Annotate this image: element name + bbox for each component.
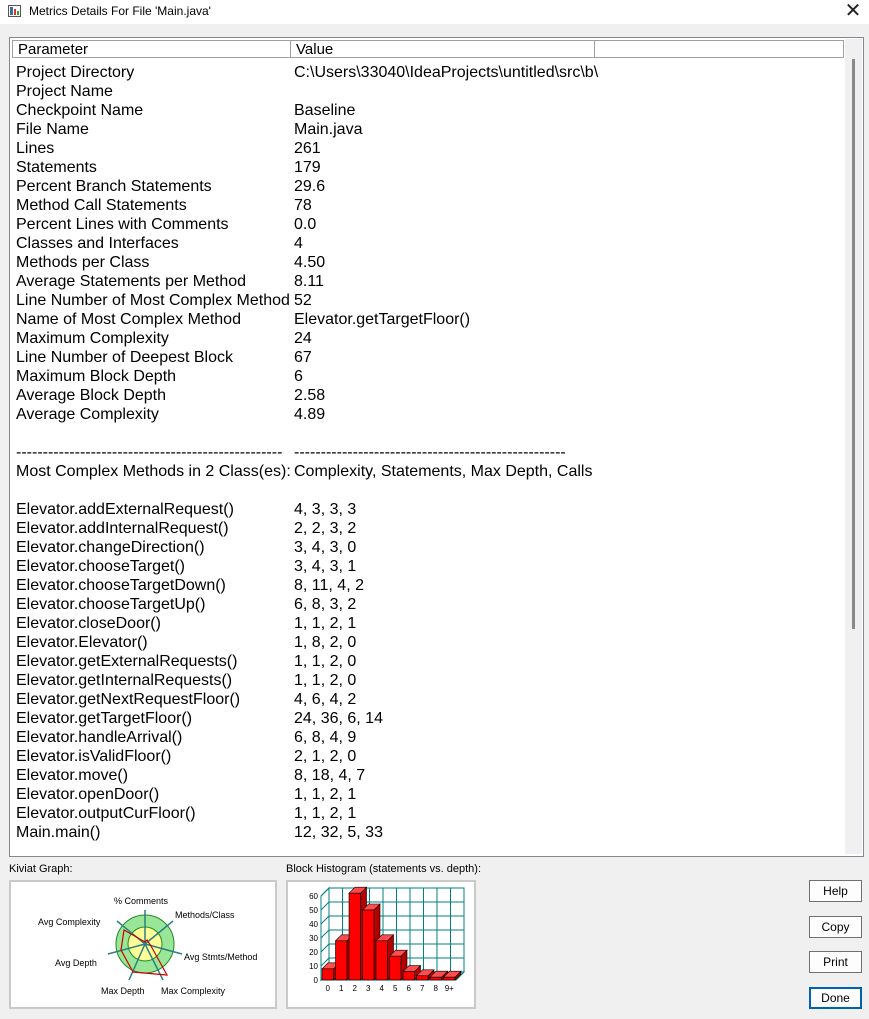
parameter-cell: Methods per Class: [16, 254, 150, 271]
table-row[interactable]: [15, 671, 835, 690]
histogram-bar: [336, 941, 348, 980]
value-cell: 67: [294, 349, 312, 366]
parameter-cell: Lines: [16, 140, 55, 157]
histogram-bar: [430, 977, 442, 980]
parameter-cell: Name of Most Complex Method: [16, 311, 241, 328]
value-cell: 0.0: [294, 216, 317, 233]
histogram-y-tick: 20: [309, 948, 318, 957]
value-cell: 4, 6, 4, 2: [294, 691, 357, 708]
parameter-cell: Average Block Depth: [16, 387, 167, 404]
table-row[interactable]: [15, 443, 835, 462]
table-row[interactable]: [15, 177, 835, 196]
window-title: Metrics Details For File 'Main.java': [29, 4, 211, 18]
table-row[interactable]: [15, 652, 835, 671]
parameter-cell: Elevator.getTargetFloor(): [16, 710, 193, 727]
table-row[interactable]: [15, 272, 835, 291]
histogram-x-tick: 2: [352, 984, 357, 993]
value-cell: 6, 8, 3, 2: [294, 596, 357, 613]
value-cell: 8, 11, 4, 2: [294, 577, 364, 594]
histogram-y-tick: 0: [313, 976, 318, 985]
value-cell: 1, 8, 2, 0: [294, 634, 357, 651]
table-row[interactable]: [15, 462, 835, 481]
histogram-chart: [288, 882, 474, 1007]
table-row[interactable]: [15, 348, 835, 367]
column-header-value[interactable]: Value: [290, 40, 595, 58]
table-row[interactable]: [15, 481, 835, 500]
table-row[interactable]: [15, 310, 835, 329]
metrics-rows: [15, 63, 835, 842]
histogram-y-tick: 30: [309, 934, 318, 943]
help-button[interactable]: Help: [809, 880, 862, 902]
value-cell: 2.58: [294, 387, 326, 404]
histogram-bar: [390, 956, 402, 980]
column-header-filler: [594, 40, 844, 58]
value-cell: 12, 32, 5, 33: [294, 824, 383, 841]
histogram-y-tick: 50: [309, 906, 318, 915]
value-cell: 4, 3, 3, 3: [294, 501, 357, 518]
parameter-cell: Method Call Statements: [16, 197, 187, 214]
parameter-cell: Elevator.chooseTargetDown(): [16, 577, 226, 594]
parameter-cell: Elevator.addInternalRequest(): [16, 520, 229, 537]
parameter-cell: Main.main(): [16, 824, 101, 841]
value-cell: 2, 1, 2, 0: [294, 748, 357, 765]
parameter-cell: Elevator.openDoor(): [16, 786, 160, 803]
done-button[interactable]: Done: [809, 987, 862, 1009]
value-cell: Elevator.getTargetFloor(): [294, 311, 471, 328]
parameter-cell: Maximum Block Depth: [16, 368, 177, 385]
table-row[interactable]: [15, 557, 835, 576]
parameter-cell: Line Number of Most Complex Method: [16, 292, 290, 309]
table-row[interactable]: [15, 63, 835, 82]
table-row[interactable]: [15, 766, 835, 785]
table-row[interactable]: [15, 139, 835, 158]
table-row[interactable]: [15, 690, 835, 709]
table-row[interactable]: [15, 747, 835, 766]
parameter-cell: Elevator.Elevator(): [16, 634, 148, 651]
value-cell: 1, 1, 2, 0: [294, 653, 357, 670]
kiviat-axis-label: Avg Complexity: [38, 917, 101, 927]
histogram-x-tick: 1: [339, 984, 344, 993]
value-cell: 179: [294, 159, 321, 176]
table-row[interactable]: [15, 196, 835, 215]
histogram-y-tick: 10: [309, 962, 318, 971]
table-row[interactable]: [15, 367, 835, 386]
table-row[interactable]: [15, 424, 835, 443]
histogram-y-tick: 40: [309, 920, 318, 929]
value-cell: 261: [294, 140, 321, 157]
table-row[interactable]: [15, 614, 835, 633]
table-row[interactable]: [15, 538, 835, 557]
table-row[interactable]: [15, 728, 835, 747]
table-row[interactable]: [15, 291, 835, 310]
parameter-cell: Classes and Interfaces: [16, 235, 179, 252]
value-cell: 4.89: [294, 406, 326, 423]
value-cell: 1, 1, 2, 1: [294, 615, 357, 632]
table-row[interactable]: [15, 405, 835, 424]
histogram-bar: [363, 910, 375, 980]
value-cell: 1, 1, 2, 0: [294, 672, 357, 689]
kiviat-axis-label: Max Complexity: [161, 986, 226, 996]
table-row[interactable]: [15, 709, 835, 728]
table-row[interactable]: [15, 329, 835, 348]
title-bar: [0, 0, 869, 24]
kiviat-graph: [9, 880, 277, 1009]
parameter-cell: Elevator.getInternalRequests(): [16, 672, 233, 689]
value-cell: 3, 4, 3, 1: [294, 558, 357, 575]
value-cell: Main.java: [294, 121, 363, 138]
value-cell: Complexity, Statements, Max Depth, Calls: [294, 463, 593, 480]
kiviat-axis-label: Avg Depth: [55, 958, 97, 968]
table-row[interactable]: [15, 101, 835, 120]
table-row[interactable]: [15, 500, 835, 519]
histogram-x-tick: 7: [420, 984, 425, 993]
parameter-cell: Line Number of Deepest Block: [16, 349, 233, 366]
kiviat-axis-label: % Comments: [114, 896, 169, 906]
table-row[interactable]: [15, 823, 835, 842]
histogram-bar: [403, 972, 415, 980]
parameter-cell: File Name: [16, 121, 89, 138]
parameter-cell: Elevator.handleArrival(): [16, 729, 183, 746]
value-cell: 1, 1, 2, 1: [294, 805, 357, 822]
histogram-bar: [417, 976, 429, 980]
kiviat-axis-label: Methods/Class: [175, 910, 235, 920]
parameter-cell: Elevator.addExternalRequest(): [16, 501, 234, 518]
parameter-cell: Elevator.getExternalRequests(): [16, 653, 238, 670]
value-cell: 8, 18, 4, 7: [294, 767, 366, 784]
table-row[interactable]: [15, 804, 835, 823]
parameter-cell: Statements: [16, 159, 97, 176]
app-icon: [8, 5, 21, 17]
parameter-cell: Elevator.move(): [16, 767, 129, 784]
value-cell: 4.50: [294, 254, 326, 271]
table-row[interactable]: [15, 215, 835, 234]
histogram-x-tick: 0: [325, 984, 330, 993]
scrollbar-thumb[interactable]: [852, 59, 855, 629]
close-icon[interactable]: ✕: [844, 0, 862, 22]
print-button[interactable]: Print: [809, 951, 862, 973]
block-histogram: [286, 880, 476, 1009]
table-row[interactable]: [15, 633, 835, 652]
histogram-bar: [444, 977, 456, 980]
histogram-x-tick: 9+: [444, 984, 454, 993]
parameter-cell: Percent Branch Statements: [16, 178, 212, 195]
value-cell: 3, 4, 3, 0: [294, 539, 357, 556]
parameter-cell: Elevator.getNextRequestFloor(): [16, 691, 241, 708]
table-row[interactable]: [15, 120, 835, 139]
value-cell: 4: [294, 235, 303, 252]
vertical-scrollbar[interactable]: [845, 39, 862, 854]
kiviat-axis-label: Avg Stmts/Method: [184, 952, 258, 962]
kiviat-label: Kiviat Graph:: [9, 863, 73, 875]
value-cell: 52: [294, 292, 312, 309]
histogram-bar: [322, 969, 334, 980]
histogram-x-tick: 8: [433, 984, 438, 993]
table-row[interactable]: [15, 785, 835, 804]
copy-button[interactable]: Copy: [809, 916, 862, 938]
parameter-cell: --------------------------------------------------: [16, 444, 283, 461]
value-cell: Baseline: [294, 102, 356, 119]
histogram-x-tick: 6: [406, 984, 411, 993]
histogram-y-tick: 60: [309, 892, 318, 901]
kiviat-axis-label: Max Depth: [101, 986, 145, 996]
parameter-cell: Elevator.chooseTargetUp(): [16, 596, 206, 613]
value-cell: 24, 36, 6, 14: [294, 710, 383, 727]
value-cell: C:\Users\33040\IdeaProjects\untitled\src\b\: [294, 64, 599, 81]
value-cell: 78: [294, 197, 312, 214]
parameter-cell: Checkpoint Name: [16, 102, 144, 119]
table-row[interactable]: [15, 519, 835, 538]
parameter-cell: Most Complex Methods in 2 Class(es):: [16, 463, 291, 480]
value-cell: 8.11: [294, 273, 324, 290]
value-cell: 6, 8, 4, 9: [294, 729, 357, 746]
parameter-cell: Project Directory: [16, 64, 135, 81]
value-cell: 2, 2, 3, 2: [294, 520, 357, 537]
parameter-cell: Maximum Complexity: [16, 330, 169, 347]
value-cell: 29.6: [294, 178, 326, 195]
column-header-parameter[interactable]: Parameter: [12, 40, 291, 58]
table-row[interactable]: [15, 158, 835, 177]
parameter-cell: Elevator.isValidFloor(): [16, 748, 172, 765]
parameter-cell: Elevator.outputCurFloor(): [16, 805, 196, 822]
histogram-x-tick: 4: [379, 984, 384, 993]
histogram-bar: [349, 893, 361, 980]
parameter-cell: Elevator.closeDoor(): [16, 615, 161, 632]
histogram-bar: [376, 941, 388, 980]
table-row[interactable]: [15, 576, 835, 595]
histogram-x-tick: 5: [393, 984, 398, 993]
value-cell: ---------------------------------------------------: [294, 444, 566, 461]
table-row[interactable]: [15, 82, 835, 101]
value-cell: 1, 1, 2, 1: [294, 786, 357, 803]
parameter-cell: Percent Lines with Comments: [16, 216, 229, 233]
parameter-cell: Project Name: [16, 83, 113, 100]
parameter-cell: Elevator.chooseTarget(): [16, 558, 185, 575]
metrics-list[interactable]: [9, 37, 864, 857]
table-row[interactable]: [15, 595, 835, 614]
table-row[interactable]: [15, 253, 835, 272]
parameter-cell: Average Statements per Method: [16, 273, 247, 290]
table-row[interactable]: [15, 386, 835, 405]
table-row[interactable]: [15, 234, 835, 253]
histogram-label: Block Histogram (statements vs. depth):: [286, 863, 482, 875]
parameter-cell: Elevator.changeDirection(): [16, 539, 205, 556]
histogram-x-tick: 3: [366, 984, 371, 993]
value-cell: 6: [294, 368, 303, 385]
parameter-cell: Average Complexity: [16, 406, 159, 423]
value-cell: 24: [294, 330, 312, 347]
